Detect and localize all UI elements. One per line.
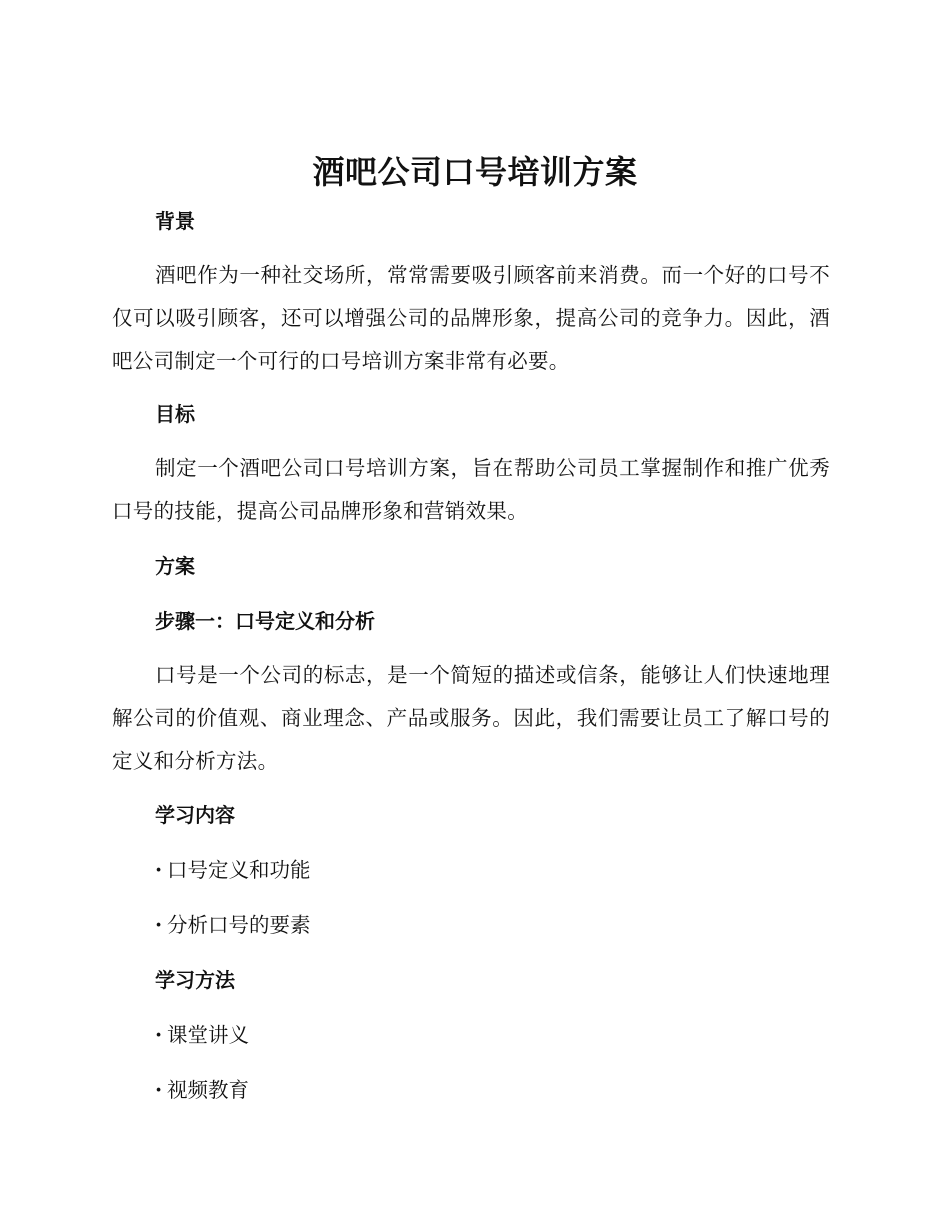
list-item-text: 视频教育: [167, 1078, 249, 1102]
paragraph-background: 酒吧作为一种社交场所，常常需要吸引顾客前来消费。而一个好的口号不仅可以吸引顾客，还可以增强公司的品牌形象，提高公司的竞争力。因此，酒吧公司制定一个可行的口号培训方案非常有必要。: [112, 263, 830, 373]
heading-step1: 步骤一：口号定义和分析: [155, 609, 375, 633]
list-item-text: 课堂讲义: [167, 1023, 249, 1047]
list-item: [155, 1021, 249, 1049]
bullet-icon: ·: [155, 1078, 163, 1102]
list-item-text: 口号定义和功能: [167, 858, 311, 882]
paragraph-step1: 口号是一个公司的标志，是一个简短的描述或信条，能够让人们快速地理解公司的价值观、商业理念、产品或服务。因此，我们需要让员工了解口号的定义和分析方法。: [112, 663, 830, 773]
list-item: [155, 1076, 249, 1104]
heading-background: 背景: [155, 209, 195, 233]
bullet-icon: ·: [155, 913, 163, 937]
paragraph-goal: 制定一个酒吧公司口号培训方案，旨在帮助公司员工掌握制作和推广优秀口号的技能，提高公司品牌形象和营销效果。: [112, 456, 830, 523]
bullet-icon: ·: [155, 858, 163, 882]
heading-learning-method: 学习方法: [155, 968, 235, 992]
list-item-text: 分析口号的要素: [167, 913, 311, 937]
bullet-icon: ·: [155, 1023, 163, 1047]
heading-learning-content: 学习内容: [155, 803, 235, 827]
list-item: [155, 911, 311, 939]
heading-goal: 目标: [155, 402, 195, 426]
heading-plan: 方案: [155, 554, 195, 578]
list-item: [155, 856, 311, 884]
document-title: 酒吧公司口号培训方案: [312, 153, 638, 191]
